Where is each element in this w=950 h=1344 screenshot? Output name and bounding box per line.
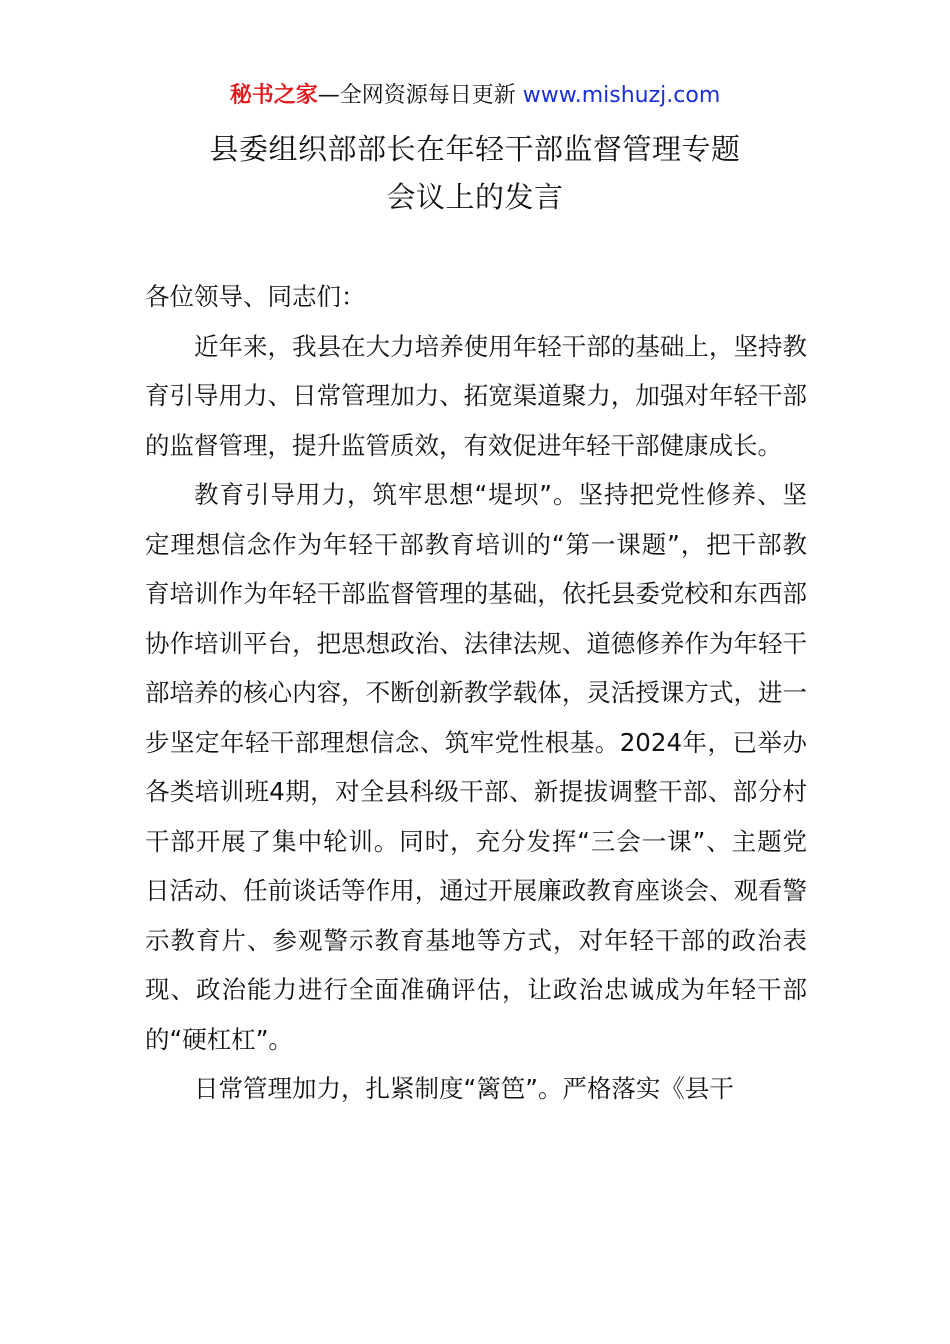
paragraph-education: 教育引导用力，筑牢思想“堤坝”。坚持把党性修养、坚定理想信念作为年轻干部教育培训的“第一课题”，把干部教育培训作为年轻干部监督管理的基础，依托县委党校和东西部协作培训平台，把思想政治、法律法规、道德修养作为年轻干部培养的核心内容，不断创新教学载体，灵活授课方式，进一步坚定年轻干部理想信念、筑牢党性根基。2024年，已举办各类培训班4期，对全县科级干部、新提拔调整干部、部分村干部开展了集中轮训。同时，充分发挥“三会一课”、主题党日活动、任前谈话等作用，通过开展廉政教育座谈会、观看警示教育片、参观警示教育基地等方式，对年轻干部的政治表现、政治能力进行全面准确评估，让政治忠诚成为年轻干部的“硬杠杠”。 [145, 480, 807, 1054]
paragraph-management: 日常管理加力，扎紧制度“篱笆”。严格落实《县干 [194, 1074, 734, 1103]
header-tagline: —全网资源每日更新 [317, 83, 523, 108]
brand-name: 秘书之家 [229, 83, 318, 108]
title-line-1: 县委组织部部长在年轻干部监督管理专题 [209, 132, 741, 166]
salutation: 各位领导、同志们： [145, 282, 366, 311]
site-header [0, 80, 950, 112]
site-url[interactable]: www.mishuzj.com [522, 83, 721, 108]
document-title [0, 125, 950, 221]
paragraph-intro: 近年来，我县在大力培养使用年轻干部的基础上，坚持教育引导用力、日常管理加力、拓宽渠道聚力，加强对年轻干部的监督管理，提升监管质效，有效促进年轻干部健康成长。 [145, 331, 807, 460]
document-body [145, 272, 807, 1114]
title-line-2: 会议上的发言 [386, 180, 564, 214]
